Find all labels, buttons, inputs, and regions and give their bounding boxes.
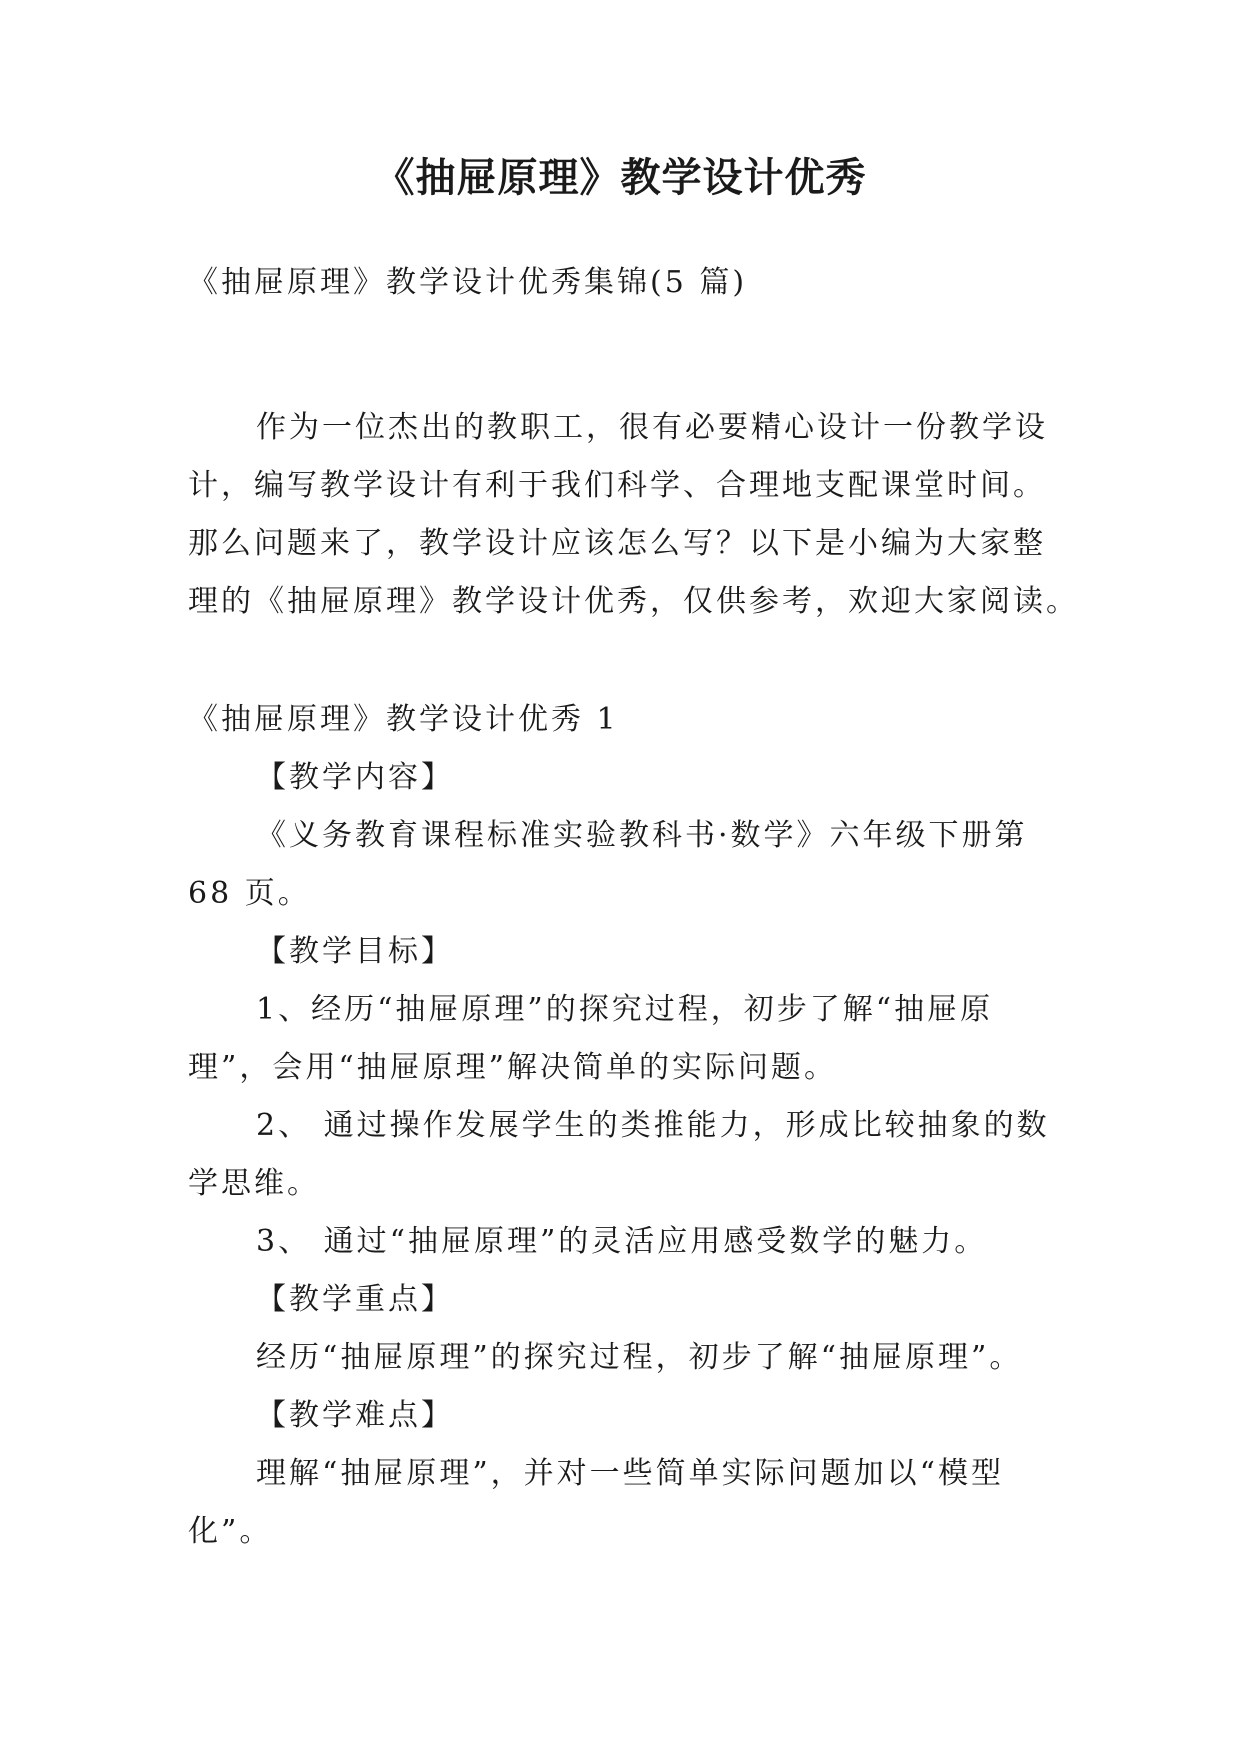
goal-2-line-2: 学思维。 xyxy=(188,1166,320,1201)
intro-line-2: 计，编写教学设计有利于我们科学、合理地支配课堂时间。 xyxy=(188,468,1046,503)
content-line-2: 68 页。 xyxy=(188,876,311,911)
key-text: 经历“抽屉原理”的探究过程，初步了解“抽屉原理”。 xyxy=(256,1340,1023,1375)
goal-1-line-2: 理”，会用“抽屉原理”解决简单的实际问题。 xyxy=(188,1050,838,1085)
section-heading: 《抽屉原理》教学设计优秀 1 xyxy=(188,702,619,737)
intro-line-1: 作为一位杰出的教职工，很有必要精心设计一份教学设 xyxy=(256,410,1048,445)
difficulty-label: 【教学难点】 xyxy=(256,1398,454,1433)
goal-2-line-1: 2、 通过操作发展学生的类推能力，形成比较抽象的数 xyxy=(256,1108,1050,1143)
goal-1-line-1: 1、经历“抽屉原理”的探究过程，初步了解“抽屉原 xyxy=(256,992,994,1027)
document-subtitle: 《抽屉原理》教学设计优秀集锦(5 篇) xyxy=(188,265,748,300)
intro-line-4: 理的《抽屉原理》教学设计优秀，仅供参考，欢迎大家阅读。 xyxy=(188,584,1079,619)
difficulty-line-1: 理解“抽屉原理”，并对一些简单实际问题加以“模型 xyxy=(256,1456,1005,1491)
difficulty-line-2: 化”。 xyxy=(188,1514,273,1549)
content-label: 【教学内容】 xyxy=(256,760,454,795)
goals-label: 【教学目标】 xyxy=(256,934,454,969)
intro-line-3: 那么问题来了，教学设计应该怎么写？以下是小编为大家整 xyxy=(188,526,1046,561)
goal-3-line: 3、 通过“抽屉原理”的灵活应用感受数学的魅力。 xyxy=(256,1224,988,1259)
document-title: 《抽屉原理》教学设计优秀 xyxy=(374,155,867,201)
key-label: 【教学重点】 xyxy=(256,1282,454,1317)
content-line-1: 《义务教育课程标准实验教科书·数学》六年级下册第 xyxy=(256,818,1028,853)
